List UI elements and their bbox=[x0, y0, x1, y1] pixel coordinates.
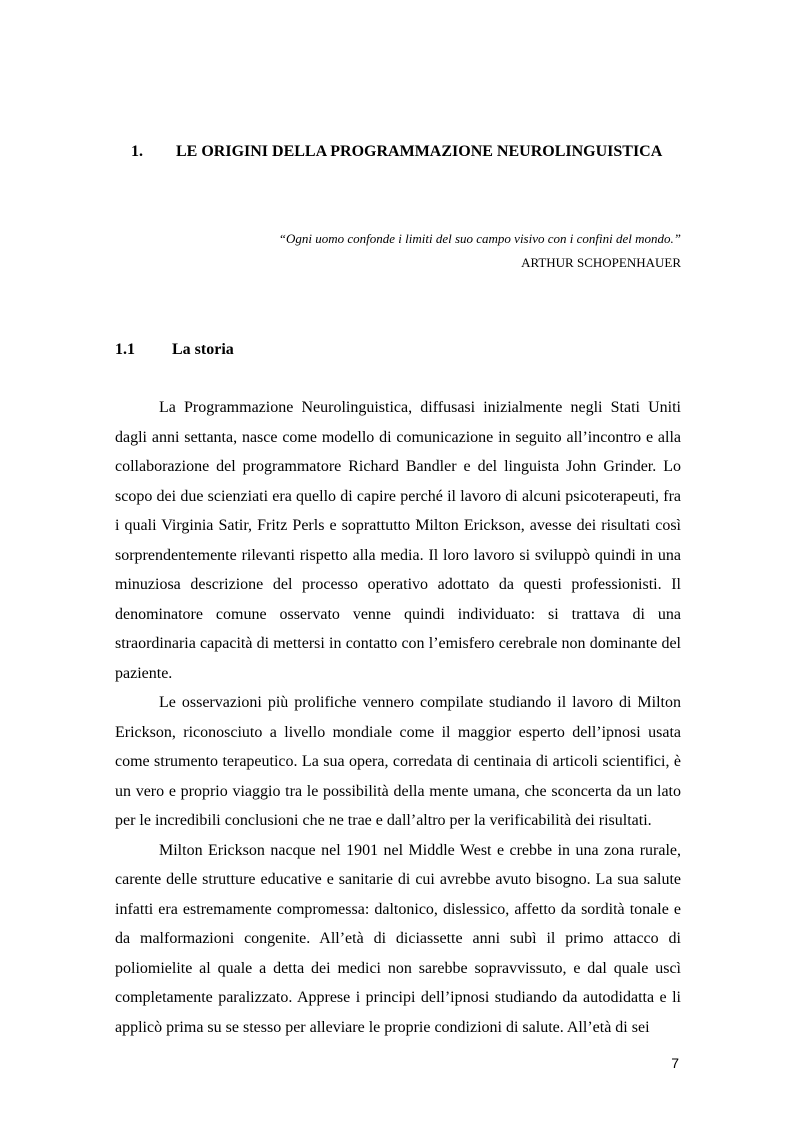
paragraph: Le osservazioni più prolifiche vennero compilate studiando il lavoro di Milton Erickson, riconosciuto a livello mondiale come il maggior esperto dell’ipnosi usata come strumento terapeutico. La sua opera, corredata di centinaia di articoli scientifici, è un vero e proprio viaggio tra le possibilità della mente umana, che sconcerta da un lato per le incredibili conclusioni che ne trae e dall’altro per la verificabilità dei risultati. bbox=[115, 694, 681, 829]
section-number: 1.1 bbox=[115, 341, 135, 358]
chapter-number: 1. bbox=[131, 143, 143, 160]
paragraph: Milton Erickson nacque nel 1901 nel Middle West e crebbe in una zona rurale, carente delle strutture educative e sanitarie di cui avrebbe avuto bisogno. La sua salute infatti era estremamente compromessa: daltonico, dislessico, affetto da sordità tonale e da malformazioni congenite. All’età di diciassette anni subì il primo attacco di poliomielite al quale a detta dei medici non sarebbe sopravvissuto, e dal quale uscì completamente paralizzato. Apprese i principi dell’ipnosi studiando da autodidatta e li applicò prima su se stesso per alleviare le proprie condizioni di salute. All’età di sei bbox=[115, 841, 681, 1036]
page-number: 7 bbox=[671, 1055, 679, 1071]
epigraph bbox=[279, 227, 681, 275]
chapter-title-text: LE ORIGINI DELLA PROGRAMMAZIONE NEUROLINGUISTICA bbox=[176, 143, 663, 160]
epigraph-quote: “Ogni uomo confonde i limiti del suo campo visivo con i confini del mondo.” bbox=[278, 231, 681, 246]
epigraph-author: ARTHUR SCHOPENHAUER bbox=[521, 255, 681, 270]
paragraph: La Programmazione Neurolinguistica, diffusasi inizialmente negli Stati Uniti dagli anni settanta, nasce come modello di comunicazione in seguito all’incontro e alla collaborazione del programmatore Richard Bandler e del linguista John Grinder. Lo scopo dei due scienziati era quello di capire perché il lavoro di alcuni psicoterapeuti, fra i quali Virginia Satir, Fritz Perls e soprattutto Milton Erickson, avesse dei risultati così sorprendentemente rilevanti rispetto alla media. Il loro lavoro si sviluppò quindi in una minuziosa descrizione del processo operativo adottato da questi professionisti. Il denominatore comune osservato venne quindi individuato: si trattava di una straordinaria capacità di mettersi in contatto con l’emisfero cerebrale non dominante del paziente. bbox=[115, 399, 681, 682]
body-text bbox=[115, 393, 681, 1042]
chapter-heading bbox=[131, 143, 662, 161]
section-title-text: La storia bbox=[172, 341, 234, 358]
section-heading bbox=[115, 341, 234, 359]
